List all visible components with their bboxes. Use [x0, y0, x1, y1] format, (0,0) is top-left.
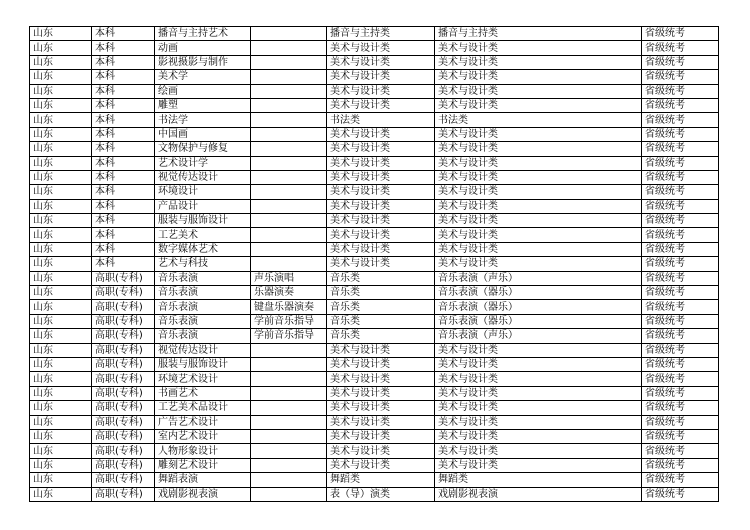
- level-cell: 本科: [92, 98, 155, 112]
- exam-category-cell: 音乐类: [327, 300, 435, 314]
- exam-type-cell: 省级统考: [642, 70, 719, 84]
- province-cell: 山东: [30, 343, 92, 357]
- table-row: [30, 55, 719, 69]
- major-cell: 产品设计: [155, 199, 251, 213]
- exam-type-cell: 省级统考: [642, 372, 719, 386]
- major-cell: 书法学: [155, 113, 251, 127]
- test-subject-cell: 美术与设计类: [435, 127, 642, 141]
- exam-category-cell: 美术与设计类: [327, 242, 435, 256]
- exam-category-cell: 美术与设计类: [327, 41, 435, 55]
- province-cell: 山东: [30, 444, 92, 458]
- direction-cell: [251, 70, 327, 84]
- exam-type-cell: 省级统考: [642, 84, 719, 98]
- test-subject-cell: 音乐表演（器乐）: [435, 300, 642, 314]
- test-subject-cell: 美术与设计类: [435, 199, 642, 213]
- test-subject-cell: 美术与设计类: [435, 156, 642, 170]
- exam-type-cell: 省级统考: [642, 357, 719, 371]
- province-cell: 山东: [30, 27, 92, 41]
- major-cell: 绘画: [155, 84, 251, 98]
- direction-cell: [251, 98, 327, 112]
- exam-category-cell: 美术与设计类: [327, 343, 435, 357]
- level-cell: 本科: [92, 170, 155, 184]
- level-cell: 高职(专科): [92, 329, 155, 343]
- direction-cell: 乐器演奏: [251, 286, 327, 300]
- exam-category-cell: 音乐类: [327, 271, 435, 285]
- direction-cell: [251, 170, 327, 184]
- level-cell: 本科: [92, 113, 155, 127]
- direction-cell: [251, 55, 327, 69]
- table-row: [30, 271, 719, 285]
- exam-category-cell: 音乐类: [327, 314, 435, 328]
- table-row: [30, 386, 719, 400]
- direction-cell: [251, 127, 327, 141]
- direction-cell: 学前音乐指导: [251, 329, 327, 343]
- province-cell: 山东: [30, 257, 92, 271]
- province-cell: 山东: [30, 84, 92, 98]
- direction-cell: 声乐演唱: [251, 271, 327, 285]
- direction-cell: [251, 199, 327, 213]
- table-row: [30, 127, 719, 141]
- table-row: [30, 329, 719, 343]
- exam-type-cell: 省级统考: [642, 300, 719, 314]
- table-row: [30, 257, 719, 271]
- level-cell: 高职(专科): [92, 386, 155, 400]
- level-cell: 本科: [92, 41, 155, 55]
- exam-type-cell: 省级统考: [642, 41, 719, 55]
- exam-type-cell: 省级统考: [642, 444, 719, 458]
- exam-category-cell: 书法类: [327, 113, 435, 127]
- province-cell: 山东: [30, 214, 92, 228]
- table-row: [30, 401, 719, 415]
- exam-category-cell: 音乐类: [327, 329, 435, 343]
- direction-cell: [251, 372, 327, 386]
- province-cell: 山东: [30, 70, 92, 84]
- major-cell: 视觉传达设计: [155, 170, 251, 184]
- table-row: [30, 473, 719, 487]
- exam-type-cell: 省级统考: [642, 170, 719, 184]
- direction-cell: [251, 242, 327, 256]
- level-cell: 本科: [92, 214, 155, 228]
- major-cell: 工艺美术: [155, 228, 251, 242]
- province-cell: 山东: [30, 41, 92, 55]
- test-subject-cell: 音乐表演（声乐）: [435, 329, 642, 343]
- exam-type-cell: 省级统考: [642, 214, 719, 228]
- level-cell: 本科: [92, 242, 155, 256]
- test-subject-cell: 美术与设计类: [435, 84, 642, 98]
- table-row: [30, 343, 719, 357]
- exam-type-cell: 省级统考: [642, 199, 719, 213]
- level-cell: 本科: [92, 257, 155, 271]
- exam-type-cell: 省级统考: [642, 314, 719, 328]
- test-subject-cell: 播音与主持类: [435, 27, 642, 41]
- direction-cell: [251, 84, 327, 98]
- province-cell: 山东: [30, 487, 92, 501]
- province-cell: 山东: [30, 55, 92, 69]
- direction-cell: [251, 487, 327, 501]
- table-row: [30, 314, 719, 328]
- exam-category-cell: 美术与设计类: [327, 127, 435, 141]
- table-row: [30, 156, 719, 170]
- exam-type-cell: 省级统考: [642, 257, 719, 271]
- exam-type-cell: 省级统考: [642, 242, 719, 256]
- province-cell: 山东: [30, 473, 92, 487]
- exam-type-cell: 省级统考: [642, 329, 719, 343]
- exam-category-cell: 音乐类: [327, 286, 435, 300]
- direction-cell: [251, 113, 327, 127]
- province-cell: 山东: [30, 429, 92, 443]
- test-subject-cell: 美术与设计类: [435, 386, 642, 400]
- test-subject-cell: 美术与设计类: [435, 55, 642, 69]
- province-cell: 山东: [30, 170, 92, 184]
- direction-cell: [251, 214, 327, 228]
- table-row: [30, 170, 719, 184]
- direction-cell: [251, 343, 327, 357]
- exam-category-cell: 舞蹈类: [327, 473, 435, 487]
- exam-type-cell: 省级统考: [642, 473, 719, 487]
- level-cell: 本科: [92, 142, 155, 156]
- table-row: [30, 300, 719, 314]
- test-subject-cell: 美术与设计类: [435, 142, 642, 156]
- test-subject-cell: 美术与设计类: [435, 343, 642, 357]
- direction-cell: [251, 41, 327, 55]
- exam-category-cell: 表（导）演类: [327, 487, 435, 501]
- direction-cell: [251, 228, 327, 242]
- table-row: [30, 113, 719, 127]
- test-subject-cell: 舞蹈类: [435, 473, 642, 487]
- test-subject-cell: 音乐表演（声乐）: [435, 271, 642, 285]
- level-cell: 高职(专科): [92, 473, 155, 487]
- table-row: [30, 357, 719, 371]
- exam-type-cell: 省级统考: [642, 487, 719, 501]
- major-cell: 音乐表演: [155, 329, 251, 343]
- test-subject-cell: 音乐表演（器乐）: [435, 286, 642, 300]
- direction-cell: [251, 357, 327, 371]
- level-cell: 本科: [92, 127, 155, 141]
- exam-category-cell: 美术与设计类: [327, 70, 435, 84]
- level-cell: 高职(专科): [92, 286, 155, 300]
- major-cell: 工艺美术品设计: [155, 401, 251, 415]
- exam-type-cell: 省级统考: [642, 343, 719, 357]
- test-subject-cell: 美术与设计类: [435, 444, 642, 458]
- level-cell: 高职(专科): [92, 458, 155, 472]
- level-cell: 本科: [92, 185, 155, 199]
- exam-category-cell: 美术与设计类: [327, 142, 435, 156]
- exam-type-cell: 省级统考: [642, 429, 719, 443]
- table-row: [30, 185, 719, 199]
- major-cell: 艺术与科技: [155, 257, 251, 271]
- exam-type-cell: 省级统考: [642, 286, 719, 300]
- major-cell: 音乐表演: [155, 300, 251, 314]
- exam-type-cell: 省级统考: [642, 98, 719, 112]
- table-row: [30, 444, 719, 458]
- table-row: [30, 98, 719, 112]
- table-row: [30, 27, 719, 41]
- exam-type-cell: 省级统考: [642, 55, 719, 69]
- direction-cell: [251, 415, 327, 429]
- table-row: [30, 199, 719, 213]
- test-subject-cell: 美术与设计类: [435, 228, 642, 242]
- major-cell: 室内艺术设计: [155, 429, 251, 443]
- exam-category-cell: 美术与设计类: [327, 98, 435, 112]
- level-cell: 高职(专科): [92, 314, 155, 328]
- test-subject-cell: 美术与设计类: [435, 98, 642, 112]
- direction-cell: [251, 444, 327, 458]
- exam-category-cell: 美术与设计类: [327, 415, 435, 429]
- province-cell: 山东: [30, 458, 92, 472]
- table-row: [30, 242, 719, 256]
- table-body: [30, 27, 719, 502]
- table-row: [30, 487, 719, 501]
- test-subject-cell: 美术与设计类: [435, 41, 642, 55]
- major-cell: 音乐表演: [155, 271, 251, 285]
- province-cell: 山东: [30, 286, 92, 300]
- major-cell: 视觉传达设计: [155, 343, 251, 357]
- major-cell: 中国画: [155, 127, 251, 141]
- province-cell: 山东: [30, 300, 92, 314]
- level-cell: 高职(专科): [92, 300, 155, 314]
- major-cell: 雕刻艺术设计: [155, 458, 251, 472]
- test-subject-cell: 音乐表演（器乐）: [435, 314, 642, 328]
- major-cell: 戏剧影视表演: [155, 487, 251, 501]
- direction-cell: [251, 401, 327, 415]
- exam-category-cell: 美术与设计类: [327, 55, 435, 69]
- table-row: [30, 415, 719, 429]
- level-cell: 本科: [92, 70, 155, 84]
- direction-cell: [251, 185, 327, 199]
- table-row: [30, 372, 719, 386]
- level-cell: 高职(专科): [92, 271, 155, 285]
- major-cell: 播音与主持艺术: [155, 27, 251, 41]
- major-cell: 舞蹈表演: [155, 473, 251, 487]
- exam-category-cell: 美术与设计类: [327, 372, 435, 386]
- exam-category-cell: 播音与主持类: [327, 27, 435, 41]
- province-cell: 山东: [30, 228, 92, 242]
- exam-type-cell: 省级统考: [642, 142, 719, 156]
- level-cell: 本科: [92, 55, 155, 69]
- province-cell: 山东: [30, 329, 92, 343]
- direction-cell: [251, 386, 327, 400]
- level-cell: 高职(专科): [92, 444, 155, 458]
- major-cell: 书画艺术: [155, 386, 251, 400]
- exam-category-cell: 美术与设计类: [327, 357, 435, 371]
- major-cell: 环境设计: [155, 185, 251, 199]
- test-subject-cell: 美术与设计类: [435, 372, 642, 386]
- table-row: [30, 41, 719, 55]
- test-subject-cell: 美术与设计类: [435, 214, 642, 228]
- table-row: [30, 70, 719, 84]
- exam-type-cell: 省级统考: [642, 386, 719, 400]
- level-cell: 高职(专科): [92, 401, 155, 415]
- test-subject-cell: 美术与设计类: [435, 458, 642, 472]
- test-subject-cell: 美术与设计类: [435, 429, 642, 443]
- level-cell: 高职(专科): [92, 357, 155, 371]
- level-cell: 本科: [92, 199, 155, 213]
- test-subject-cell: 美术与设计类: [435, 242, 642, 256]
- major-cell: 环境艺术设计: [155, 372, 251, 386]
- exam-type-cell: 省级统考: [642, 185, 719, 199]
- major-cell: 音乐表演: [155, 314, 251, 328]
- major-cell: 广告艺术设计: [155, 415, 251, 429]
- level-cell: 本科: [92, 27, 155, 41]
- province-cell: 山东: [30, 415, 92, 429]
- test-subject-cell: 美术与设计类: [435, 401, 642, 415]
- exam-category-cell: 美术与设计类: [327, 228, 435, 242]
- direction-cell: [251, 429, 327, 443]
- table-row: [30, 228, 719, 242]
- enrollment-table: [29, 26, 719, 502]
- exam-category-cell: 美术与设计类: [327, 257, 435, 271]
- major-cell: 服装与服饰设计: [155, 357, 251, 371]
- exam-category-cell: 美术与设计类: [327, 214, 435, 228]
- test-subject-cell: 美术与设计类: [435, 185, 642, 199]
- level-cell: 高职(专科): [92, 487, 155, 501]
- exam-type-cell: 省级统考: [642, 271, 719, 285]
- major-cell: 数字媒体艺术: [155, 242, 251, 256]
- level-cell: 高职(专科): [92, 372, 155, 386]
- exam-type-cell: 省级统考: [642, 113, 719, 127]
- exam-type-cell: 省级统考: [642, 156, 719, 170]
- major-cell: 音乐表演: [155, 286, 251, 300]
- direction-cell: [251, 27, 327, 41]
- province-cell: 山东: [30, 185, 92, 199]
- exam-category-cell: 美术与设计类: [327, 84, 435, 98]
- exam-type-cell: 省级统考: [642, 415, 719, 429]
- province-cell: 山东: [30, 242, 92, 256]
- test-subject-cell: 美术与设计类: [435, 70, 642, 84]
- exam-category-cell: 美术与设计类: [327, 156, 435, 170]
- test-subject-cell: 戏剧影视表演: [435, 487, 642, 501]
- test-subject-cell: 美术与设计类: [435, 257, 642, 271]
- major-cell: 艺术设计学: [155, 156, 251, 170]
- province-cell: 山东: [30, 156, 92, 170]
- exam-type-cell: 省级统考: [642, 228, 719, 242]
- exam-category-cell: 美术与设计类: [327, 386, 435, 400]
- test-subject-cell: 美术与设计类: [435, 415, 642, 429]
- exam-category-cell: 美术与设计类: [327, 401, 435, 415]
- direction-cell: [251, 458, 327, 472]
- province-cell: 山东: [30, 386, 92, 400]
- province-cell: 山东: [30, 98, 92, 112]
- exam-category-cell: 美术与设计类: [327, 429, 435, 443]
- province-cell: 山东: [30, 199, 92, 213]
- level-cell: 高职(专科): [92, 343, 155, 357]
- province-cell: 山东: [30, 142, 92, 156]
- exam-category-cell: 美术与设计类: [327, 185, 435, 199]
- table-row: [30, 458, 719, 472]
- table-row: [30, 214, 719, 228]
- major-cell: 美术学: [155, 70, 251, 84]
- major-cell: 文物保护与修复: [155, 142, 251, 156]
- test-subject-cell: 书法类: [435, 113, 642, 127]
- major-cell: 动画: [155, 41, 251, 55]
- direction-cell: [251, 473, 327, 487]
- province-cell: 山东: [30, 314, 92, 328]
- direction-cell: 键盘乐器演奏: [251, 300, 327, 314]
- table-row: [30, 142, 719, 156]
- direction-cell: [251, 156, 327, 170]
- test-subject-cell: 美术与设计类: [435, 357, 642, 371]
- table-row: [30, 84, 719, 98]
- level-cell: 高职(专科): [92, 429, 155, 443]
- level-cell: 本科: [92, 84, 155, 98]
- province-cell: 山东: [30, 127, 92, 141]
- exam-type-cell: 省级统考: [642, 27, 719, 41]
- province-cell: 山东: [30, 113, 92, 127]
- test-subject-cell: 美术与设计类: [435, 170, 642, 184]
- major-cell: 影视摄影与制作: [155, 55, 251, 69]
- level-cell: 本科: [92, 228, 155, 242]
- province-cell: 山东: [30, 401, 92, 415]
- major-cell: 人物形象设计: [155, 444, 251, 458]
- exam-category-cell: 美术与设计类: [327, 170, 435, 184]
- exam-category-cell: 美术与设计类: [327, 444, 435, 458]
- level-cell: 高职(专科): [92, 415, 155, 429]
- exam-category-cell: 美术与设计类: [327, 199, 435, 213]
- province-cell: 山东: [30, 372, 92, 386]
- exam-type-cell: 省级统考: [642, 401, 719, 415]
- province-cell: 山东: [30, 357, 92, 371]
- exam-category-cell: 美术与设计类: [327, 458, 435, 472]
- direction-cell: [251, 142, 327, 156]
- exam-type-cell: 省级统考: [642, 458, 719, 472]
- table-row: [30, 286, 719, 300]
- table-row: [30, 429, 719, 443]
- major-cell: 雕塑: [155, 98, 251, 112]
- direction-cell: 学前音乐指导: [251, 314, 327, 328]
- major-cell: 服装与服饰设计: [155, 214, 251, 228]
- exam-type-cell: 省级统考: [642, 127, 719, 141]
- level-cell: 本科: [92, 156, 155, 170]
- direction-cell: [251, 257, 327, 271]
- province-cell: 山东: [30, 271, 92, 285]
